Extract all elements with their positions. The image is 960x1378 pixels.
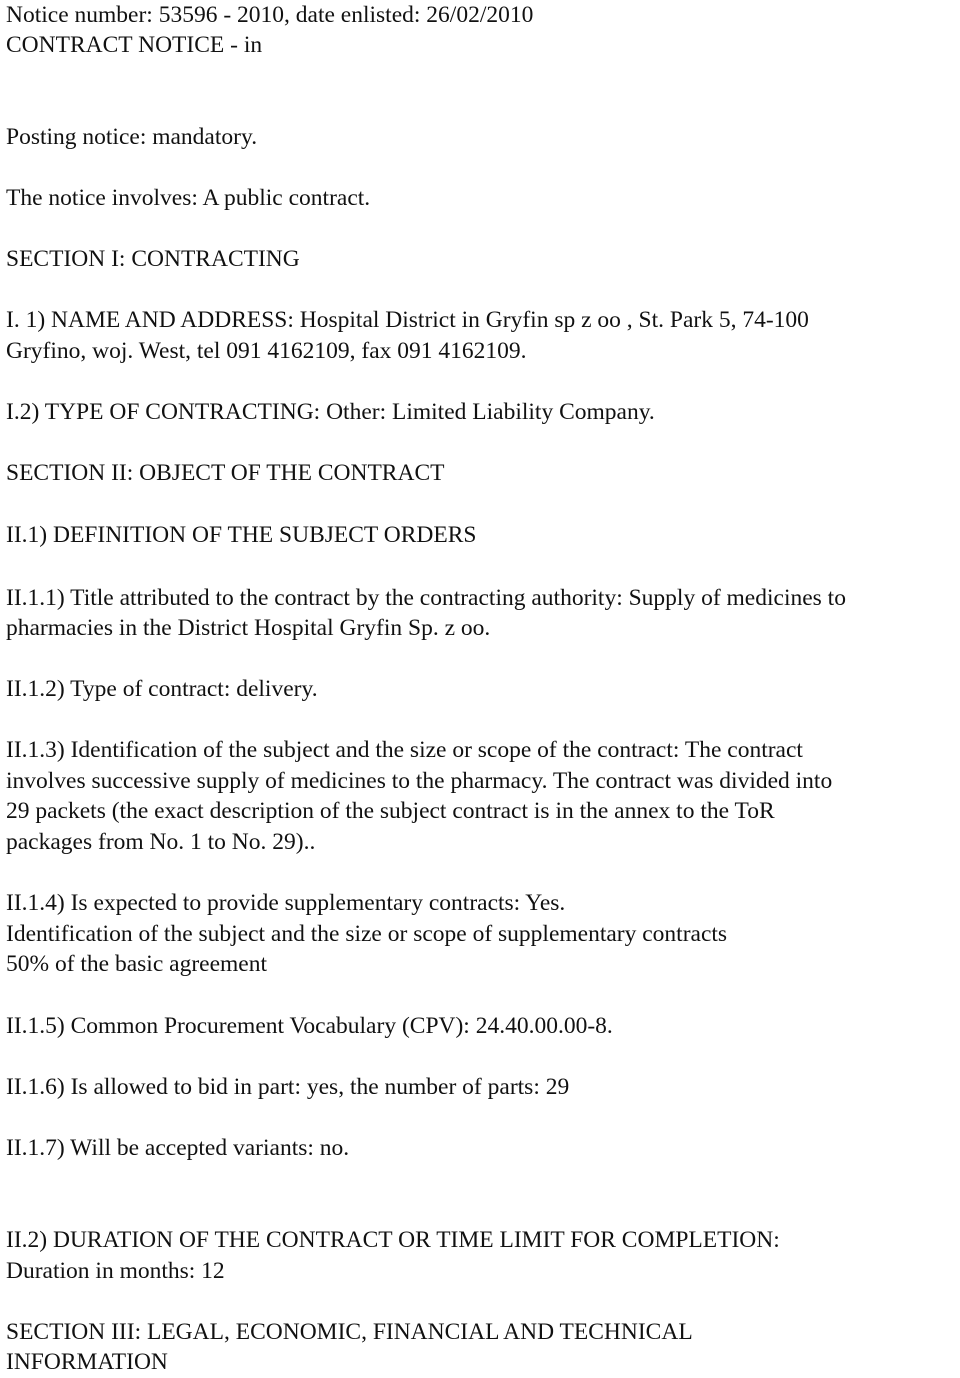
supplementary-line-1: II.1.4) Is expected to provide supplementary contracts: Yes. (6, 890, 566, 916)
supplementary-line-3: 50% of the basic agreement (6, 951, 268, 977)
notice-involves: The notice involves: A public contract. (6, 185, 371, 211)
section-1-heading: SECTION I: CONTRACTING (6, 246, 300, 272)
title-line-1: II.1.1) Title attributed to the contract by the contracting authority: Supply of medicines to (6, 585, 846, 611)
identification-line-1: II.1.3) Identification of the subject and the size or scope of the contract: The contract (6, 737, 803, 763)
identification-line-4: packages from No. 1 to No. 29).. (6, 829, 316, 855)
cpv-line: II.1.5) Common Procurement Vocabulary (CPV): 24.40.00.00-8. (6, 1013, 613, 1039)
variants-line: II.1.7) Will be accepted variants: no. (6, 1135, 350, 1161)
contract-type: II.1.2) Type of contract: delivery. (6, 676, 318, 702)
posting-notice: Posting notice: mandatory. (6, 124, 258, 150)
identification-line-2: involves successive supply of medicines to the pharmacy. The contract was divided into (6, 768, 833, 794)
notice-number-line: Notice number: 53596 - 2010, date enlisted: 26/02/2010 (6, 2, 534, 28)
supplementary-line-2: Identification of the subject and the size or scope of supplementary contracts (6, 921, 728, 947)
identification-line-3: 29 packets (the exact description of the subject contract is in the annex to the ToR (6, 798, 775, 824)
section-2-heading: SECTION II: OBJECT OF THE CONTRACT (6, 460, 445, 486)
section-3-heading-line-1: SECTION III: LEGAL, ECONOMIC, FINANCIAL AND TECHNICAL (6, 1319, 693, 1345)
notice-title: CONTRACT NOTICE - in (6, 32, 263, 58)
title-line-2: pharmacies in the District Hospital Gryfin Sp. z oo. (6, 615, 491, 641)
contracting-type: I.2) TYPE OF CONTRACTING: Other: Limited Liability Company. (6, 399, 655, 425)
section-3-heading-line-2: INFORMATION (6, 1349, 168, 1375)
name-address-line-1: I. 1) NAME AND ADDRESS: Hospital District in Gryfin sp z oo , St. Park 5, 74-100 (6, 307, 809, 333)
duration-months: Duration in months: 12 (6, 1258, 225, 1284)
bid-in-part-line: II.1.6) Is allowed to bid in part: yes, the number of parts: 29 (6, 1074, 570, 1100)
duration-heading: II.2) DURATION OF THE CONTRACT OR TIME LIMIT FOR COMPLETION: (6, 1227, 780, 1253)
definition-heading: II.1) DEFINITION OF THE SUBJECT ORDERS (6, 522, 477, 548)
name-address-line-2: Gryfino, woj. West, tel 091 4162109, fax 091 4162109. (6, 338, 527, 364)
